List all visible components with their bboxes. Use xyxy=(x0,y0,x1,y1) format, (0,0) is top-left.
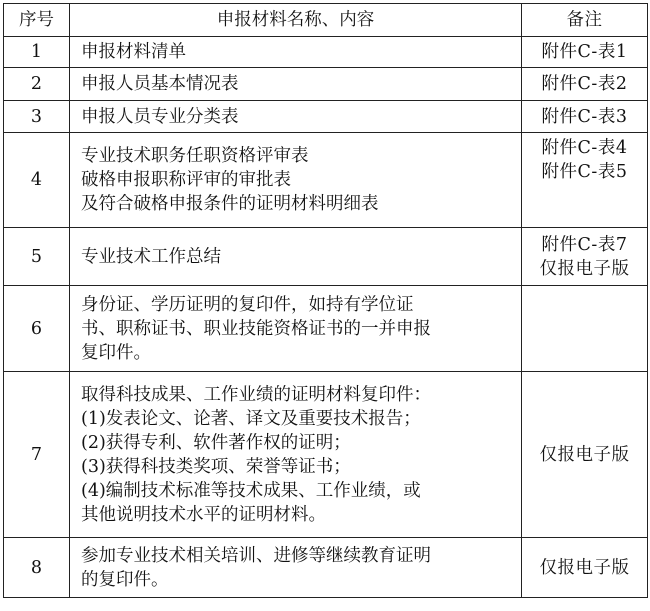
content-line: 申报人员专业分类表 xyxy=(81,106,239,127)
row-note xyxy=(522,133,648,228)
row-content xyxy=(70,37,522,68)
content-line: (4)编制技术标准等技术成果、工作业绩，或 xyxy=(81,480,421,501)
content-line: 其他说明技术水平的证明材料。 xyxy=(81,504,326,525)
row-content xyxy=(70,101,522,133)
content-line: (2)获得专利、软件著作权的证明； xyxy=(81,432,351,453)
note-line: 仅报电子版 xyxy=(539,258,630,279)
row-number: 3 xyxy=(4,101,70,133)
note-line: 附件C-表1 xyxy=(541,42,628,62)
content-line: 破格申报职称评审的审批表 xyxy=(81,170,291,190)
content-line: 专业技术职务任职资格评审表 xyxy=(81,146,309,166)
row-note xyxy=(522,538,648,598)
note-line: 附件C-表3 xyxy=(541,106,628,127)
content-line: (1)发表论文、论著、译文及重要技术报告； xyxy=(81,408,421,429)
content-line: 申报材料清单 xyxy=(81,42,186,62)
row-content xyxy=(70,286,522,372)
note-line: 仅报电子版 xyxy=(539,557,630,578)
note-line: 附件C-表7 xyxy=(541,234,628,255)
row-number: 8 xyxy=(4,538,70,598)
row-note xyxy=(522,101,648,133)
row-content xyxy=(70,68,522,101)
content-line: 书、职称证书、职业技能资格证书的一并申报 xyxy=(81,318,431,339)
table-row xyxy=(4,133,648,228)
row-note xyxy=(522,228,648,286)
row-note xyxy=(522,37,648,68)
table-row xyxy=(4,286,648,372)
row-note xyxy=(522,68,648,101)
row-number: 5 xyxy=(4,228,70,286)
note-line: 附件C-表4 xyxy=(541,138,628,158)
table-row xyxy=(4,101,648,133)
row-number: 2 xyxy=(4,68,70,101)
table-row xyxy=(4,372,648,538)
note-line: 附件C-表5 xyxy=(541,162,628,182)
header-note: 备注 xyxy=(522,4,648,37)
table-row xyxy=(4,228,648,286)
content-line: 身份证、学历证明的复印件，如持有学位证 xyxy=(81,294,414,315)
content-line: 复印件。 xyxy=(81,342,151,363)
note-line: 附件C-表2 xyxy=(541,74,628,94)
content-line: 的复印件。 xyxy=(81,569,169,590)
materials-table xyxy=(3,3,648,598)
row-note xyxy=(522,286,648,372)
header-number: 序号 xyxy=(4,4,70,37)
content-line: 专业技术工作总结 xyxy=(81,246,221,267)
row-number: 4 xyxy=(4,133,70,228)
table-row xyxy=(4,68,648,101)
content-line: 及符合破格申报条件的证明材料明细表 xyxy=(81,194,379,214)
row-number: 7 xyxy=(4,372,70,538)
table-row xyxy=(4,37,648,68)
content-line: 申报人员基本情况表 xyxy=(81,74,239,94)
table-header-row xyxy=(4,4,648,37)
content-line: 取得科技成果、工作业绩的证明材料复印件： xyxy=(81,384,431,405)
content-line: (3)获得科技类奖项、荣誉等证书； xyxy=(81,456,351,477)
row-content xyxy=(70,372,522,538)
note-line: 仅报电子版 xyxy=(539,444,630,465)
content-line: 参加专业技术相关培训、进修等继续教育证明 xyxy=(81,545,431,566)
row-number: 1 xyxy=(4,37,70,68)
row-content xyxy=(70,133,522,228)
table-row xyxy=(4,538,648,598)
row-content xyxy=(70,228,522,286)
header-content: 申报材料名称、内容 xyxy=(70,4,522,37)
row-note xyxy=(522,372,648,538)
row-content xyxy=(70,538,522,598)
row-number: 6 xyxy=(4,286,70,372)
